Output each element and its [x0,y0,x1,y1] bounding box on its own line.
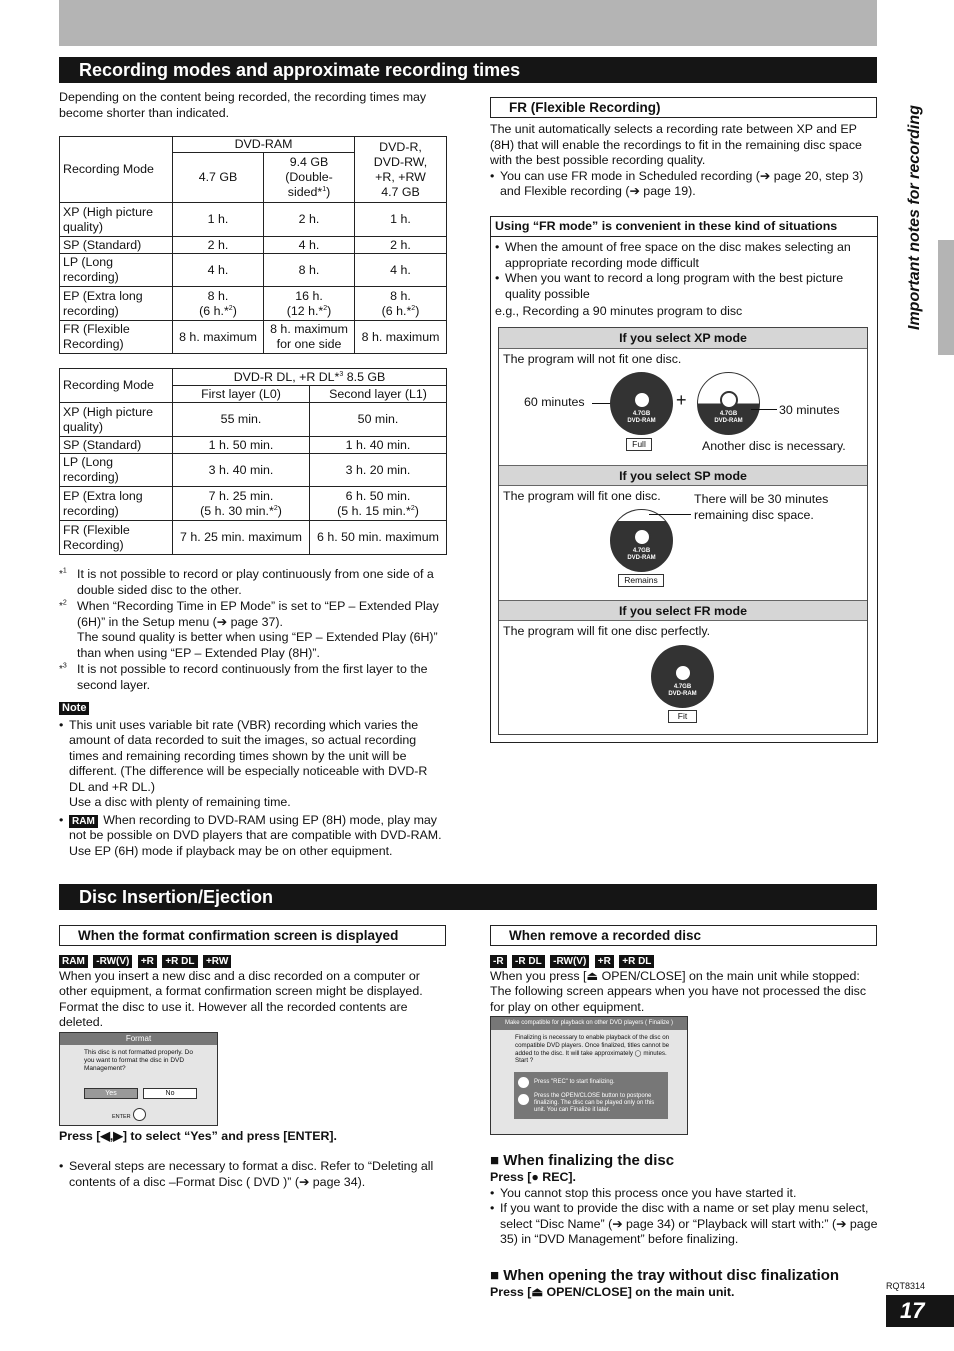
disc-label-type: DVD-RAM [714,417,743,424]
enter-icon [133,1108,146,1121]
cell: 8 h. maximum [173,321,264,354]
cell-line: ) [232,303,237,318]
format-bullet: • Several steps are necessary to format a disc. Refer to “Deleting all contents of a disc –Format Disc ( DVD )” (➔ page 34). [59,1159,449,1190]
fr-mode-heading: If you select FR mode [499,600,867,621]
row-mode: XP (High picture quality) [60,203,173,237]
cell: 1 h. 40 min. [310,437,447,454]
finalizing-heading-text: When finalizing the disc [503,1152,675,1169]
footnote-ref: 3 [339,370,344,378]
note-text: Use a disc with plenty of remaining time. [69,795,291,809]
cell: 1 h. [173,203,264,237]
disc-tag: -R DL [512,955,545,968]
note-label: Note [59,702,89,715]
disc-label-size: 4.7GB [632,547,651,554]
disc-label [651,684,714,698]
header-9-4gb-line: ) [326,185,331,199]
cell: 2 h. [264,203,355,237]
fr-mode-text: The program will fit one disc perfectly. [503,624,711,638]
finalize-option-postpone[interactable]: Press the OPEN/CLOSE button to postpone finalizing. The disc can be played only on this unit. You can Finalize it later. [534,1093,655,1113]
footnote-marker [59,599,67,615]
section-heading-disc-insertion: Disc Insertion/Ejection [59,884,877,910]
press-rec-instruction: Press [● REC]. [490,1170,576,1184]
cell: 1 h. 50 min. [173,437,310,454]
header-recording-mode: Recording Mode [60,369,173,403]
table-row [60,287,447,321]
note-block [59,700,444,859]
disc-label-size: 4.7GB [632,411,651,418]
example-text: e.g., Recording a 90 minutes program to disc [495,304,743,318]
disc-hole [633,391,651,409]
section-heading-recording-modes: Recording modes and approximate recording times [59,57,877,83]
disc-tag: +R [138,955,157,968]
disc-tag: -RW(V) [550,955,589,968]
fr-situations-list [491,237,877,320]
page-number: 17 [886,1295,954,1327]
row-mode: EP (Extra long recording) [60,287,173,321]
footnote-ref: 2 [273,504,278,512]
leader-line [649,514,691,515]
disc-tag-ram: RAM [69,815,98,828]
sp-mode-heading: If you select SP mode [499,465,867,486]
cell: 7 h. 25 min. maximum [173,521,310,555]
finalizing-heading [490,1152,880,1170]
cell-line: (6 h.* [381,303,412,318]
disc-label-size: 4.7GB [673,684,692,691]
header-dvd-r [355,137,447,203]
disc-tags [59,953,449,969]
footnote-ref: 2 [228,304,233,312]
cell-line: (12 h.* [286,303,324,318]
format-screen-heading: When the format confirmation screen is displayed [59,925,446,946]
table-row [60,454,447,487]
finalize-bullet: • You cannot stop this process once you have started it. [490,1186,880,1202]
table-row [60,237,447,254]
footnote-text: The sound quality is better when using “EP – Extended Play (6H)” than when using “EP – Extended Play (8H)”. [77,630,438,660]
finalize-bullet: • If you want to provide the disc with a name or set play menu select, select “Disc Name” (➔ page 34) or “Playback will start with:” (➔ page 35) in “DVD Management” before finalizing. [490,1201,880,1248]
disc-half-icon [697,372,760,435]
disc-tag: RAM [59,955,88,968]
footnotes [59,567,449,693]
rec-icon [518,1077,529,1088]
open-tray-heading [490,1267,880,1285]
disc-label [610,411,673,425]
eject-icon [518,1094,529,1105]
footnote-ref: 2 [411,304,416,312]
cell-line: 6 h. 50 min. [345,488,411,503]
fr-situations-heading: Using “FR mode” is convenient in these kind of situations [491,217,877,237]
footnote-star: * [59,569,63,580]
xp-mode-text: The program will not fit one disc. [503,352,682,366]
full-label: Full [626,438,652,451]
row-mode: LP (Long recording) [60,254,173,287]
footnote-1 [59,567,449,598]
disc-tag: -RW(V) [93,955,132,968]
footnote-marker [59,662,67,678]
disc-label-type: DVD-RAM [627,554,656,561]
header-4-7gb: 4.7 GB [173,153,264,203]
xp-60-label: 60 minutes [524,395,585,409]
footnote-star: * [59,601,63,612]
footnote-3 [59,662,449,693]
header-second-layer: Second layer (L1) [310,386,447,403]
square-bullet-icon: ■ [490,1152,504,1169]
intro-text: Depending on the content being recorded, the recording times may become shorter than indicated. [59,90,427,120]
leader-line [751,409,777,410]
cell: 1 h. [355,203,447,237]
cell: 4 h. [173,254,264,287]
footnote-marker [59,567,67,583]
disc-tag: +R [595,955,614,968]
cell: 3 h. 20 min. [310,454,447,487]
open-tray-heading-text: When opening the tray without disc finalization [503,1267,840,1284]
fr-bullet: • You can use FR mode in Scheduled recording (➔ page 20, step 3) and Flexible recording (➔ page 19). [490,169,877,200]
square-bullet-icon: ■ [490,1267,504,1284]
disc-label-type: DVD-RAM [627,418,656,425]
footnote-number: 3 [62,662,67,670]
header-band [59,0,877,46]
header-9-4gb-line: sided* [287,185,323,199]
xp-mode-heading: If you select XP mode [499,328,867,349]
footnote-2 [59,599,449,661]
finalize-screen-message: Finalizing is necessary to enable playback of the disc on compatible DVD players. Once finalized, titles cannot be added to the disc. It will take approximately ◯ minutes. Start ? [515,1034,670,1065]
cell-line: 8 h. [390,288,411,303]
cell [264,287,355,321]
plus-icon: + [676,390,687,410]
cell-line: (6 h.* [199,303,229,318]
row-mode: LP (Long recording) [60,454,173,487]
cell-line: 16 h. [295,288,323,303]
footnote-ref: 2 [323,304,328,312]
disc-label-type: DVD-RAM [668,691,697,698]
sp-mode-text: The program will fit one disc. [503,489,661,503]
fr-description [490,122,877,200]
format-yes-button[interactable]: Yes [84,1088,138,1099]
header-9-4gb [264,153,355,203]
header-dvd-r-line: +R, +RW [375,169,426,184]
recording-times-table-dual-layer [59,368,447,555]
cell: 8 h. maximum [355,321,447,354]
mode-diagram [498,327,868,735]
side-tab [938,240,954,355]
row-mode: FR (Flexible Recording) [60,321,173,354]
cell-line: ) [415,303,420,318]
header-dvd-r-line: DVD-RW, [373,154,428,169]
cell: 50 min. [310,403,447,437]
row-mode: SP (Standard) [60,437,173,454]
cell: 4 h. [355,254,447,287]
disc-tag: +R DL [162,955,197,968]
disc-full-icon [610,372,673,435]
format-screen [59,1032,218,1126]
cell [355,287,447,321]
disc-label [611,548,672,562]
format-screen-message: This disc is not formatted properly. Do you want to format the disc in DVD Management? [84,1049,193,1072]
finalizing-section [490,1152,880,1248]
footnote-ref: 2 [410,504,415,512]
cell: 8 h. [264,254,355,287]
finalize-options [514,1072,668,1119]
sp-mode-panel [499,486,867,600]
fit-label: Fit [668,710,697,723]
header-9-4gb-line: 9.4 GB [289,155,329,169]
side-label: Important notes for recording [906,105,923,330]
fr-mode-panel [499,621,867,733]
header-dual-layer [173,369,447,386]
format-section [59,953,449,1031]
cell-line: 7 h. 25 min. [208,488,274,503]
format-screen-title: Format [60,1033,217,1045]
header-first-layer: First layer (L0) [173,386,310,403]
disc-label-size: 4.7GB [719,410,738,417]
finalize-screen-title: Make compatible for playback on other DVD players ( Finalize ) [491,1017,687,1030]
footnote-star: * [59,664,63,675]
enter-label: ENTER [112,1114,131,1120]
finalize-option-rec[interactable]: Press "REC" to start finalizing. [534,1079,615,1085]
table-row [60,403,447,437]
row-mode: XP (High picture quality) [60,403,173,437]
header-dvd-r-line: DVD-R, [379,139,422,154]
cell [173,287,264,321]
cell-line: 8 h. [207,288,229,303]
table-row [60,437,447,454]
cell: 55 min. [173,403,310,437]
table-row [60,487,447,521]
cell-line: ) [277,503,282,518]
disc-tags [490,953,880,969]
row-mode: EP (Extra long recording) [60,487,173,521]
cell [310,487,447,521]
disc-tag: +R DL [619,955,654,968]
recording-times-table-single-layer [59,136,447,354]
format-no-button[interactable]: No [143,1088,197,1099]
table-row [60,203,447,237]
xp-another-disc-text: Another disc is necessary. [702,439,846,453]
header-recording-mode: Recording Mode [60,137,173,203]
model-number: RQT8314 [886,1281,926,1291]
footnote-number: 1 [62,567,67,575]
header-9-4gb-line: (Double- [285,170,333,184]
table-row [60,321,447,354]
disc-hole [674,664,692,682]
note-text: When recording to DVD-RAM using EP (8H) mode, play may not be possible on DVD players that are compatible with DVD-RAM. Use EP (6H) mode if playback may be on other equipment. [69,812,442,858]
header-dvd-r-line: 4.7 GB [381,184,420,199]
row-mode: FR (Flexible Recording) [60,521,173,555]
cell: 4 h. [264,237,355,254]
remains-label: Remains [618,574,664,587]
remove-disc-heading: When remove a recorded disc [490,925,877,946]
footnote-text: When “Recording Time in EP Mode” is set to “EP – Extended Play (6H)” in the Setup menu (➔ page 37). [77,599,439,629]
disc-fit-icon [651,645,714,708]
disc-tag: -R [490,955,507,968]
cell: 6 h. 50 min. maximum [310,521,447,555]
remove-paragraph: When you press [⏏ OPEN/CLOSE] on the main unit while stopped: The following screen appears when you have not processed the disc for play on other equipment. [490,968,867,1014]
xp-30-label: 30 minutes [779,403,840,417]
header-dual-layer-text: DVD-R DL, +R DL* [233,369,340,384]
cell: 3 h. 40 min. [173,454,310,487]
xp-mode-panel [499,349,867,465]
remove-section [490,953,880,1015]
table-row [60,521,447,555]
disc-remains-icon [610,509,673,572]
footnote-text: It is not possible to record continuously from the first layer to the second layer. [77,662,428,692]
cell-line: ) [414,503,419,518]
cell: 2 h. [355,237,447,254]
cell-line: (5 h. 30 min.* [200,503,274,518]
footnote-ref: 1 [322,185,327,193]
disc-hole [720,391,738,409]
note-text: • This unit uses variable bit rate (VBR) recording which varies the amount of data recorded to suit the images, so actual recording times and remaining recording times shown by the unit will be different. (The difference will be especially noticeable with DVD-R DL and +R DL.) [69,717,428,794]
finalize-screen [490,1016,688,1135]
press-open-close-instruction: Press [⏏ OPEN/CLOSE] on the main unit. [490,1285,735,1299]
fr-heading: FR (Flexible Recording) [490,97,877,118]
press-instruction: Press [◀,▶] to select “Yes” and press [ENTER]. [59,1129,337,1143]
cell [173,487,310,521]
situation-item: • When you want to record a long program with the best picture quality possible [495,271,871,302]
table-row [60,254,447,287]
header-dvd-ram: DVD-RAM [173,137,355,153]
cell: 2 h. [173,237,264,254]
note-item [59,813,444,860]
fr-paragraph: The unit automatically selects a recording rate between XP and EP (8H) that will enable the recordings to fit in the remaining disc space with the best possible recording quality. [490,122,862,167]
footnote-number: 2 [62,599,67,607]
row-mode: SP (Standard) [60,237,173,254]
header-dual-layer-text: 8.5 GB [343,369,386,384]
disc-hole [633,528,651,546]
format-paragraph: When you insert a new disc and a disc recorded on a computer or other equipment, a format confirmation screen might be displayed. Format the disc to use it. However all the recorded contents are deleted. [59,968,423,1029]
open-tray-section [490,1267,880,1301]
footnote-text: It is not possible to record or play continuously from one side of a double sided disc to the other. [77,567,434,597]
disc-tag: +RW [203,955,231,968]
sp-remaining-text: There will be 30 minutes remaining disc space. [694,492,829,522]
cell-line: ) [327,303,332,318]
note-item [59,718,444,811]
cell-line: (5 h. 15 min.* [337,503,411,518]
situation-item: • When the amount of free space on the disc makes selecting an appropriate recording mode difficult [495,240,871,271]
cell: 8 h. maximum for one side [264,321,355,354]
disc-label [698,411,759,425]
